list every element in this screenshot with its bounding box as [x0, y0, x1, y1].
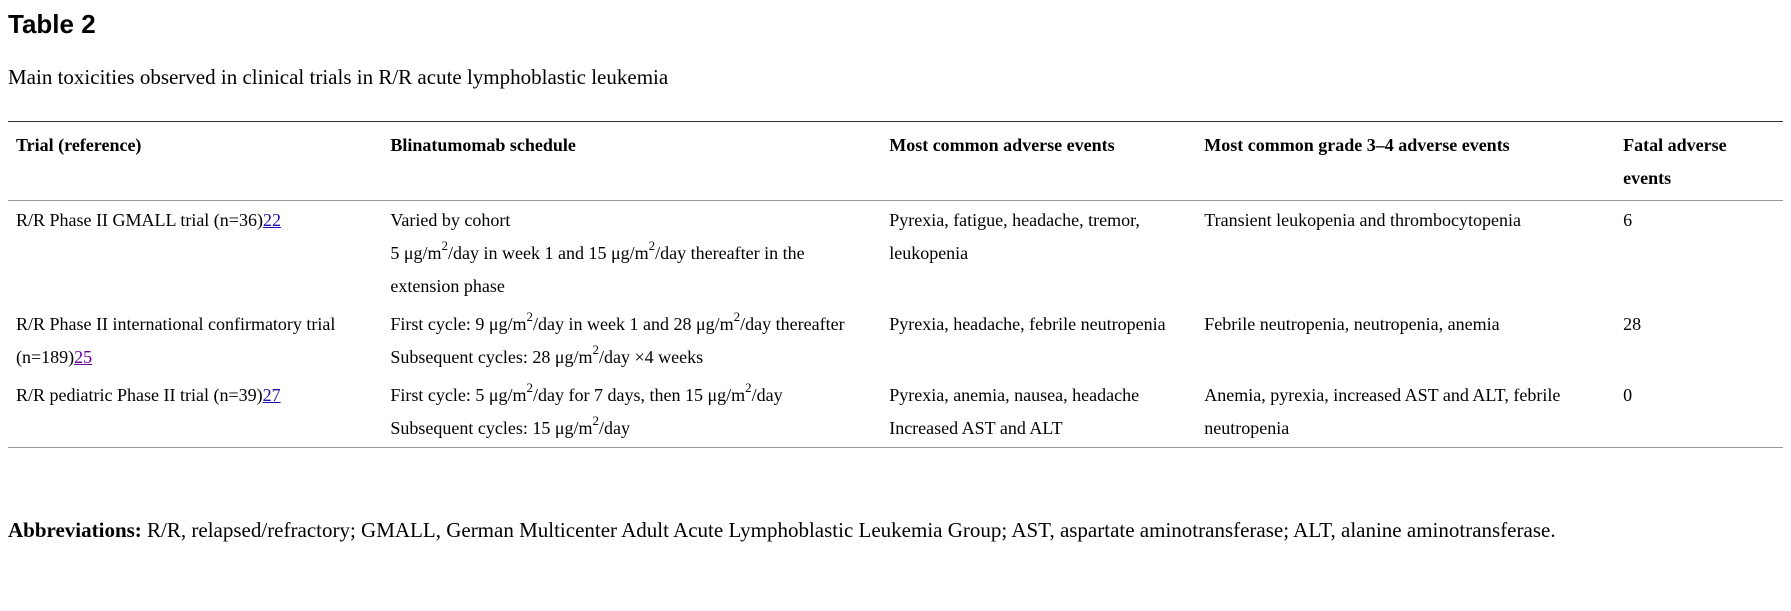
schedule-text: Subsequent cycles: 28 μg/m: [390, 347, 593, 367]
toxicity-table: [8, 121, 1783, 448]
superscript: 2: [441, 238, 449, 253]
cell-schedule: [382, 376, 881, 448]
abbreviations-footnote: [8, 514, 1668, 546]
cell-adverse-events: Pyrexia, headache, febrile neutropenia: [889, 314, 1166, 334]
header-trial: Trial (reference): [8, 122, 382, 201]
header-fatal: Fatal adverse events: [1615, 122, 1783, 201]
superscript: 2: [745, 380, 752, 395]
schedule-line: [390, 341, 873, 374]
reference-link[interactable]: 22: [262, 210, 281, 230]
cell-adverse-events: [881, 376, 1196, 448]
superscript: 2: [592, 413, 600, 428]
schedule-text: 5 μg/m: [390, 243, 442, 263]
schedule-text: /day thereafter in the extension phase: [390, 243, 805, 296]
reference-link[interactable]: 25: [74, 347, 93, 367]
reference-link[interactable]: 27: [262, 385, 281, 405]
cell-fatal: 28: [1623, 314, 1642, 334]
trial-name: R/R Phase II GMALL trial (n=36): [16, 210, 263, 230]
cell-schedule: [382, 201, 881, 306]
table-row: [8, 201, 1783, 306]
schedule-text: /day ×4 weeks: [599, 347, 704, 367]
trial-name: R/R pediatric Phase II trial (n=39): [16, 385, 263, 405]
cell-grade-3-4: Anemia, pyrexia, increased AST and ALT, febrile neutropenia: [1196, 376, 1615, 448]
superscript: 2: [733, 309, 741, 324]
schedule-text: First cycle: 5 μg/m: [390, 385, 527, 405]
schedule-line: [390, 379, 873, 412]
schedule-text: First cycle: 9 μg/m: [390, 314, 527, 334]
table-row: [8, 376, 1783, 448]
cell-schedule: [382, 305, 881, 376]
header-grade-3-4: Most common grade 3–4 adverse events: [1196, 122, 1615, 201]
cell-trial: [8, 305, 382, 376]
table-caption: Main toxicities observed in clinical trials in R/R acute lymphoblastic leukemia: [8, 65, 669, 89]
schedule-text: /day: [751, 385, 783, 405]
adverse-event-line: Increased AST and ALT: [889, 418, 1063, 438]
table-row: [8, 305, 1783, 376]
schedule-text: /day in week 1 and 28 μg/m: [533, 314, 734, 334]
schedule-line: Varied by cohort: [390, 210, 511, 230]
schedule-text: /day: [599, 418, 631, 438]
cell-adverse-events: Pyrexia, fatigue, headache, tremor, leukopenia: [889, 210, 1140, 263]
header-row: [8, 122, 1783, 201]
cell-trial: [8, 201, 382, 306]
superscript: 2: [648, 238, 656, 253]
cell-fatal: 6: [1623, 210, 1633, 230]
header-schedule: Blinatumomab schedule: [382, 122, 881, 201]
cell-grade-3-4: Transient leukopenia and thrombocytopenia: [1204, 210, 1522, 230]
abbreviations-label: Abbreviations:: [8, 518, 142, 542]
trial-name: R/R Phase II international confirmatory trial (n=189): [16, 314, 336, 367]
abbreviations-text: R/R, relapsed/refractory; GMALL, German Multicenter Adult Acute Lymphoblastic Leukemia Group; AST, aspartate aminotransferase; ALT, alanine aminotransferase.: [141, 518, 1556, 542]
adverse-event-line: Pyrexia, anemia, nausea, headache: [889, 385, 1140, 405]
cell-grade-3-4: Febrile neutropenia, neutropenia, anemia: [1204, 314, 1500, 334]
superscript: 2: [592, 342, 600, 357]
schedule-text: Subsequent cycles: 15 μg/m: [390, 418, 593, 438]
superscript: 2: [526, 309, 534, 324]
schedule-text: /day thereafter: [740, 314, 845, 334]
schedule-line: [390, 308, 873, 341]
superscript: 2: [526, 380, 534, 395]
schedule-text: /day in week 1 and 15 μg/m: [448, 243, 649, 263]
header-adverse-events: Most common adverse events: [881, 122, 1196, 201]
cell-trial: [8, 376, 382, 448]
schedule-line: [390, 412, 873, 445]
schedule-text: /day for 7 days, then 15 μg/m: [533, 385, 746, 405]
table-title: Table 2: [8, 9, 96, 39]
cell-fatal: 0: [1615, 376, 1783, 448]
